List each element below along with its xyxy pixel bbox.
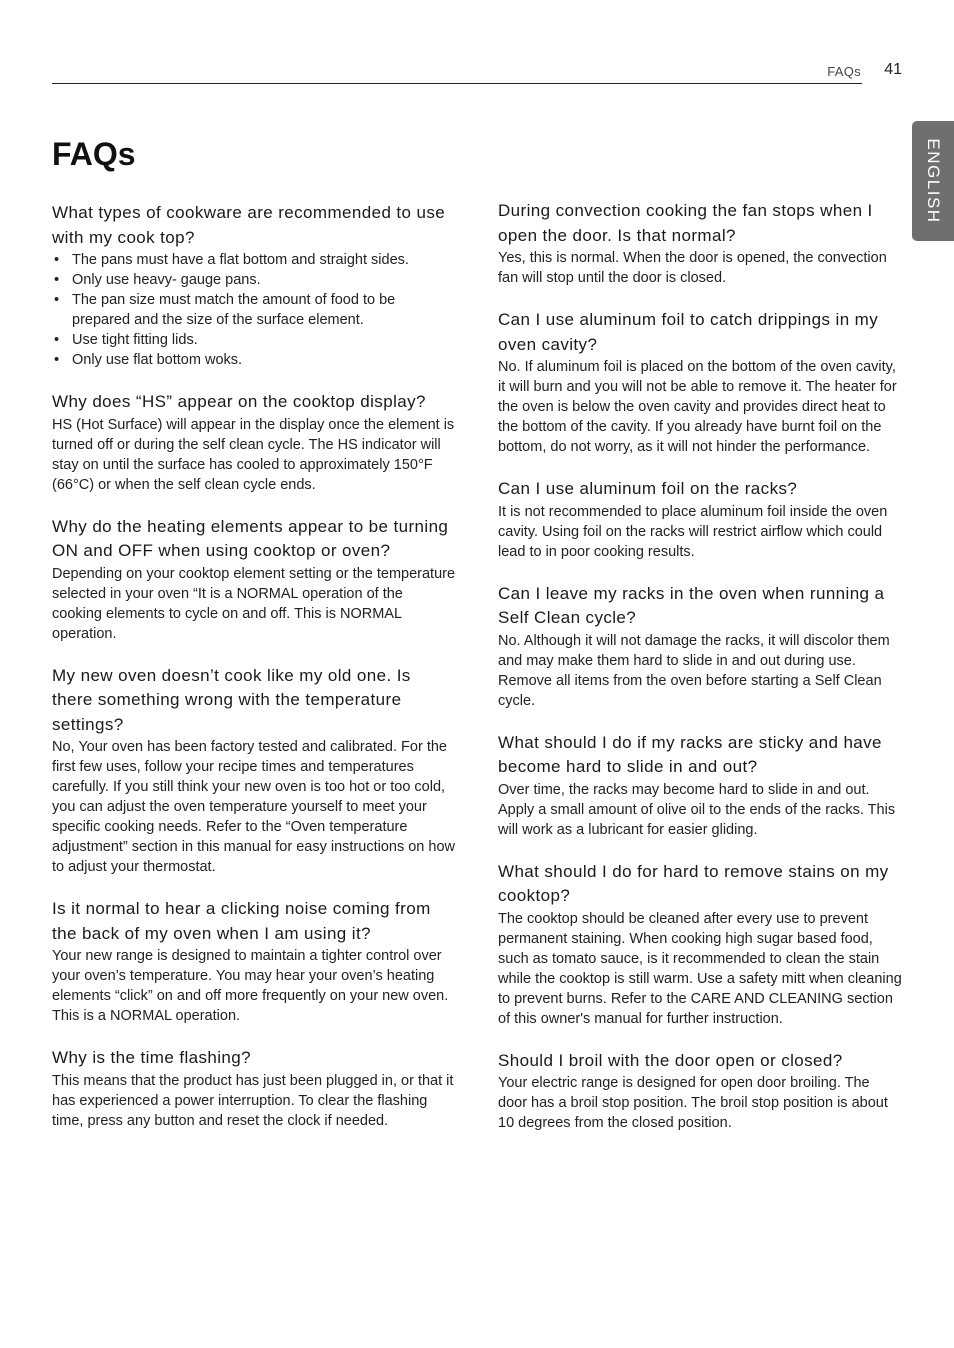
- faq-question: Is it normal to hear a clicking noise coming from the back of my oven when I am using it?: [52, 899, 431, 943]
- faq-answer: The cooktop should be cleaned after every use to prevent permanent staining. When cooking high sugar based food, such as tomato sauce, is it recommended to clean the stain while the cooktop is still warm. Use a safety mitt when cleaning to prevent burns. Refer to the CARE AND CLEANING section of this owner's manual for further instruction.: [498, 910, 902, 1027]
- faq-question: What types of cookware are recommended to use with my cook top?: [52, 203, 446, 247]
- faq-item: [52, 515, 456, 644]
- faq-question: During convection cooking the fan stops when I open the door. Is that normal?: [498, 201, 873, 245]
- faq-bullet-list: [52, 250, 456, 370]
- faq-item: [52, 1046, 456, 1131]
- faq-answer: Your new range is designed to maintain a tighter control over your oven’s temperature. You may hear your oven’s heating elements “click” on and off more frequently on your new oven. This is a NORMAL operation.: [52, 948, 449, 1024]
- faq-item: [498, 199, 902, 288]
- faq-bullet: • Only use heavy- gauge pans.: [52, 270, 456, 290]
- header-divider: [52, 83, 862, 84]
- faq-item: [498, 308, 902, 457]
- faq-answer: It is not recommended to place aluminum foil inside the oven cavity. Using foil on the racks will restrict airflow which could lead to in poor cooking results.: [498, 503, 888, 560]
- faq-question: Should I broil with the door open or closed?: [498, 1050, 843, 1070]
- language-tab: [912, 121, 954, 241]
- faq-question: Why do the heating elements appear to be turning ON and OFF when using cooktop or oven?: [52, 516, 449, 560]
- faq-item: [498, 731, 902, 840]
- faq-bullet: • The pans must have a flat bottom and straight sides.: [52, 250, 456, 270]
- faq-answer: No. Although it will not damage the racks, it will discolor them and may make them hard to slide in and out during use. Remove all items from the oven before starting a Self Clean cycle.: [498, 632, 890, 709]
- faq-answer: No. If aluminum foil is placed on the bottom of the oven cavity, it will burn and you will not be able to remove it. The heater for the oven is below the oven cavity and provides direct heat to the bottom of the cavity. If you already have burnt foil on the bottom, do not worry, as it will not hinder the performance.: [498, 359, 897, 455]
- faq-item: [498, 860, 902, 1029]
- faq-answer: No, Your oven has been factory tested and calibrated. For the first few uses, follow your recipe times and temperatures carefully. If you still think your new oven is too hot or too cold, you can adjust the oven temperature yourself to meet your specific cooking needs. Refer to the “Oven temperature adjustment” section in this manual for easy instructions on how to adjust your thermostat.: [52, 739, 455, 875]
- language-tab-label: ENGLISH: [924, 138, 943, 224]
- faq-question: My new oven doesn’t cook like my old one. Is there something wrong with the temperature settings?: [52, 665, 411, 734]
- faq-answer: Your electric range is designed for open door broiling. The door has a broil stop position. The broil stop position is about 10 degrees from the closed position.: [498, 1075, 888, 1131]
- faq-bullet: • Use tight fitting lids.: [52, 330, 456, 350]
- faq-question: Can I leave my racks in the oven when running a Self Clean cycle?: [498, 583, 885, 627]
- running-header-section: FAQs: [827, 64, 861, 79]
- faq-question: What should I do for hard to remove stains on my cooktop?: [498, 861, 889, 905]
- faq-question: Can I use aluminum foil to catch drippings in my oven cavity?: [498, 310, 879, 354]
- faq-item: [498, 1049, 902, 1134]
- faq-answer: HS (Hot Surface) will appear in the display once the element is turned off or during the self clean cycle. The HS indicator will stay on until the surface has cooled to approximately 150°F (66°C) or when the self clean cycle ends.: [52, 416, 455, 493]
- faq-item: [52, 664, 456, 878]
- right-column: [498, 199, 902, 1153]
- faq-question: Why is the time flashing?: [52, 1048, 251, 1067]
- faq-bullet: • The pan size must match the amount of food to be prepared and the size of the surface element.: [52, 290, 456, 330]
- page-title: FAQs: [52, 136, 136, 172]
- left-column: [52, 201, 456, 1151]
- faq-answer: Depending on your cooktop element setting or the temperature selected in your oven “It is a NORMAL operation of the cooking elements to cycle on and off. This is NORMAL operation.: [52, 565, 456, 642]
- faq-answer: This means that the product has just been plugged in, or that it has experienced a power interruption. To clear the flashing time, press any button and reset the clock if needed.: [52, 1072, 454, 1129]
- faq-bullet: • Only use flat bottom woks.: [52, 350, 456, 370]
- faq-answer: Yes, this is normal. When the door is opened, the convection fan will stop until the door is closed.: [498, 250, 887, 286]
- page-number: 41: [884, 61, 902, 78]
- faq-answer: Over time, the racks may become hard to slide in and out. Apply a small amount of olive oil to the ends of the racks. This will work as a lubricant for easier gliding.: [498, 781, 896, 838]
- faq-question: Why does “HS” appear on the cooktop display?: [52, 392, 426, 411]
- faq-item: [52, 201, 456, 370]
- faq-question: What should I do if my racks are sticky and have become hard to slide in and out?: [498, 732, 882, 776]
- faq-item: [498, 477, 902, 562]
- faq-item: [52, 897, 456, 1026]
- faq-item: [498, 582, 902, 711]
- faq-question: Can I use aluminum foil on the racks?: [498, 479, 798, 498]
- faq-item: [52, 390, 456, 495]
